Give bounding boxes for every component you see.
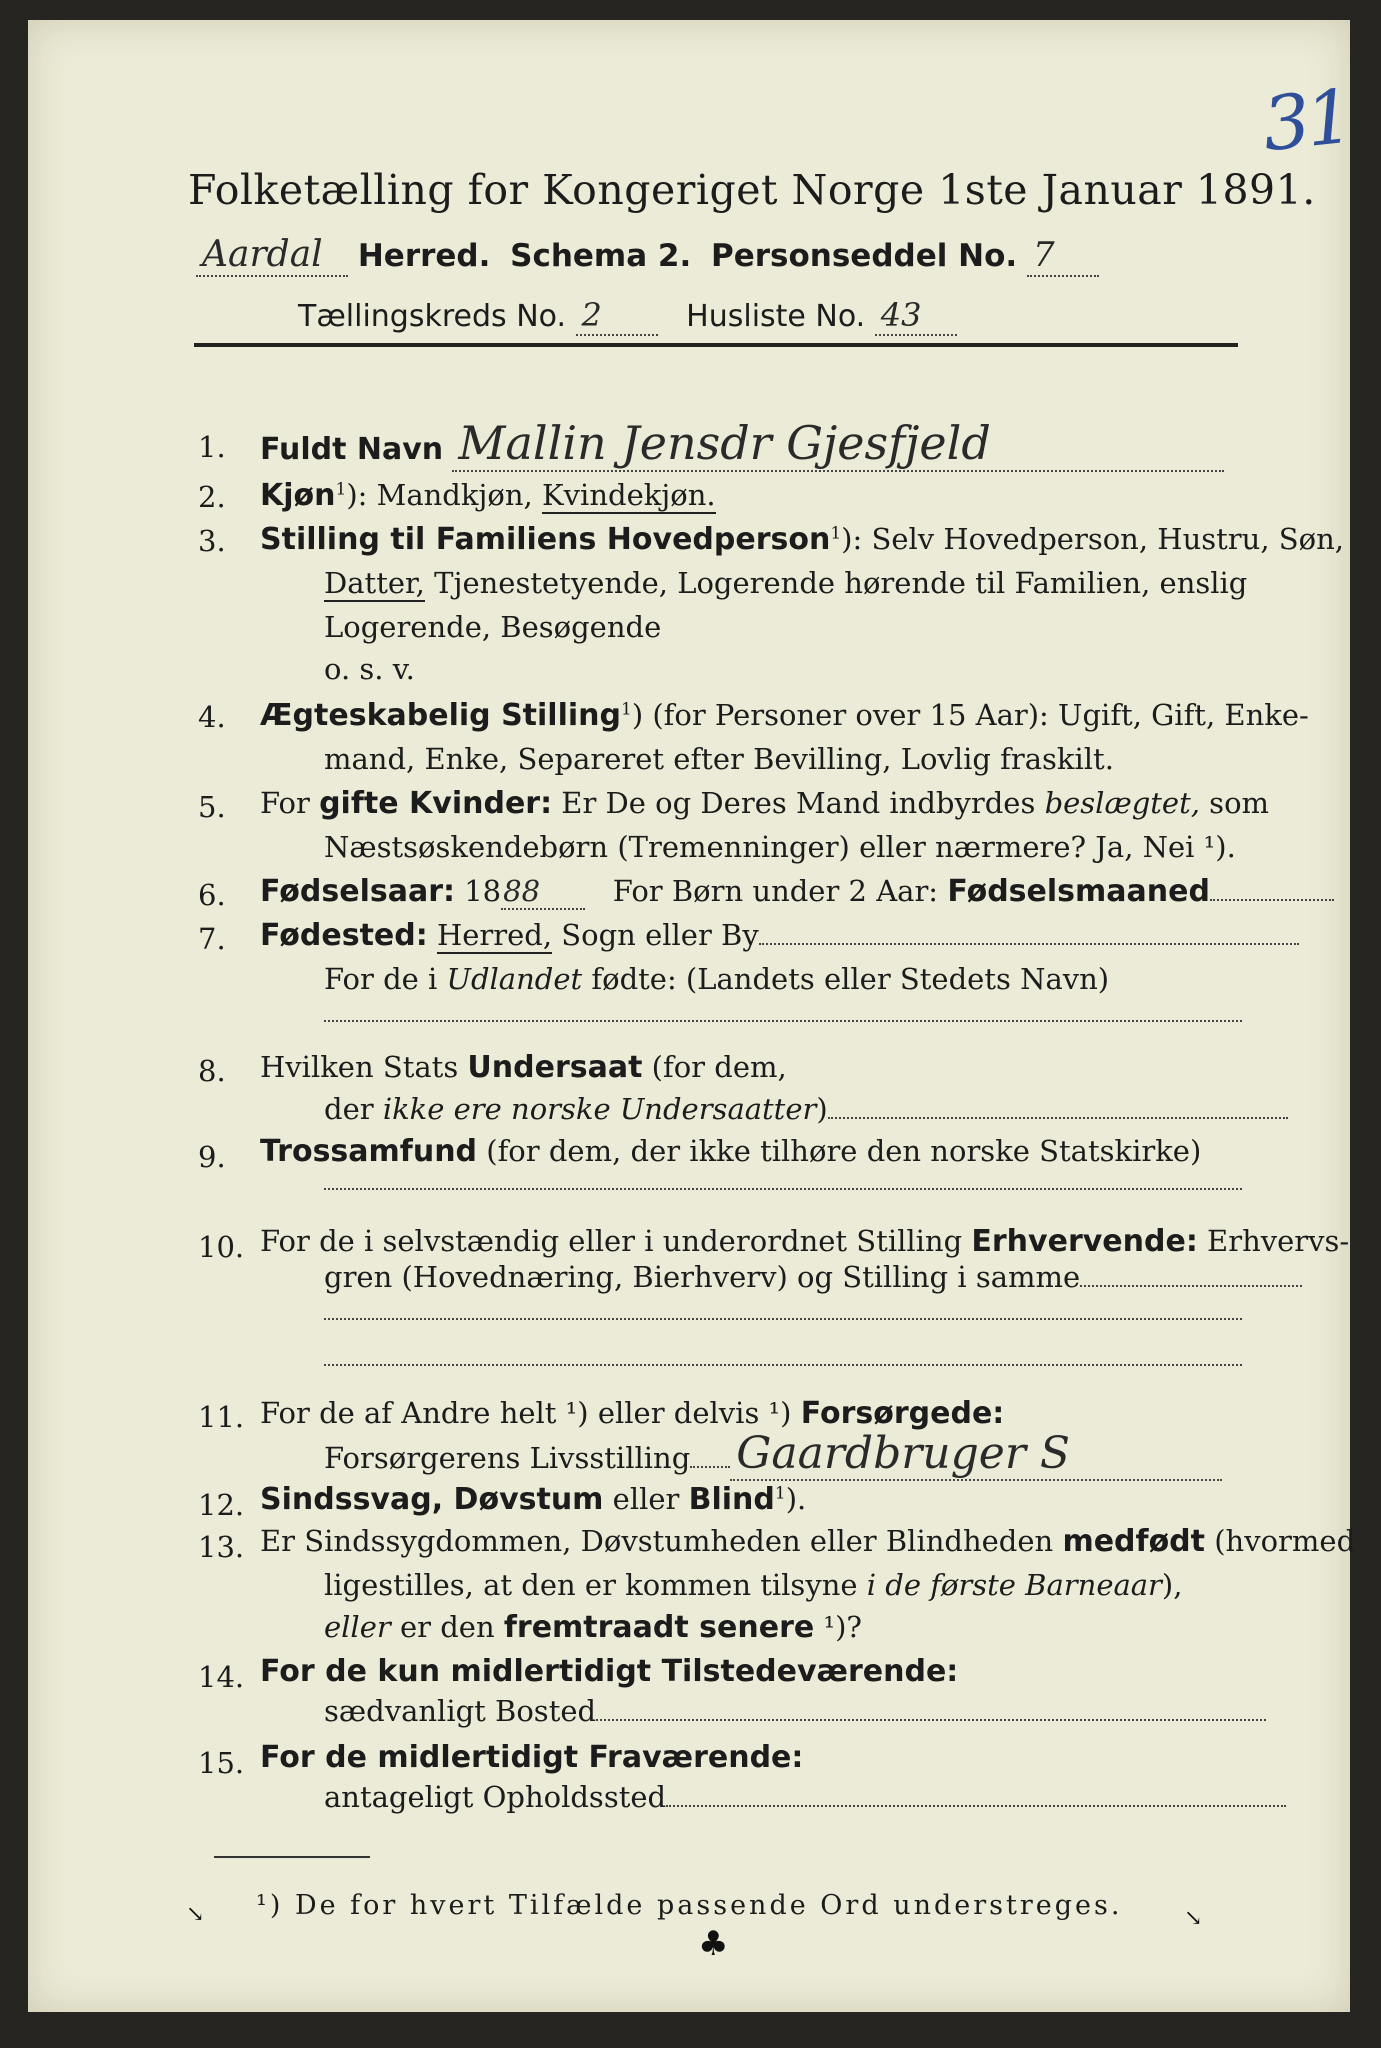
herred-label: Herred. — [357, 238, 491, 274]
ink-mark-right: ↘ — [1184, 1906, 1203, 1931]
header-rule — [194, 343, 1238, 347]
q10-text-b: Erhvervs- — [1197, 1224, 1350, 1258]
q11-label: Forsørgede: — [800, 1396, 1005, 1431]
q12-text: eller — [603, 1482, 689, 1516]
q2-underlined-option: Kvindekjøn. — [542, 478, 716, 512]
q3-footnote-mark: 1 — [830, 523, 842, 544]
schema-label: Schema 2. — [510, 238, 692, 274]
q4-label: Ægteskabelig Stilling — [260, 698, 621, 733]
q12-row — [260, 1482, 806, 1517]
q6-text: For Børn under 2 Aar: — [612, 874, 948, 908]
q7-row-2 — [324, 962, 1109, 996]
q10-row-2 — [324, 1260, 1302, 1294]
kreds-label: Tællingskreds No. — [298, 299, 566, 334]
q6-label-2: Fødselsmaaned — [947, 874, 1210, 909]
q11-row-2 — [324, 1428, 1222, 1481]
q7-blank-2 — [324, 1020, 1242, 1022]
header-line-2 — [298, 296, 957, 336]
herred-value: Aardal — [196, 234, 348, 277]
q10-blank-3 — [324, 1364, 1242, 1366]
q2-footnote-mark: 1 — [335, 479, 347, 500]
q13-text-2b: ), — [1161, 1568, 1183, 1602]
form-title: Folketælling for Kongeriget Norge 1ste Januar 1891. — [188, 166, 1316, 214]
q7-underlined-option: Herred, — [436, 918, 553, 952]
q10-blank-2 — [324, 1318, 1242, 1320]
q1-full-name-value: Mallin Jensdr Gjesfjeld — [452, 416, 1224, 472]
q13-text-2a: ligestilles, at den er kommen tilsyne — [324, 1568, 867, 1602]
q7-label: Fødested: — [260, 918, 428, 953]
q3-row-4: o. s. v. — [324, 652, 415, 686]
q3-label: Stilling til Familiens Hovedperson — [260, 522, 831, 557]
q4-row-2: mand, Enke, Separeret efter Bevilling, Lovlig fraskilt. — [324, 742, 1114, 776]
q10-number: 10. — [198, 1230, 245, 1264]
q5-row-1 — [260, 786, 1269, 821]
q12-end: ). — [785, 1482, 807, 1516]
q10-text-2: gren (Hovednæring, Bierhverv) og Stilling i samme — [324, 1260, 1081, 1294]
ink-mark-left: ↘ — [186, 1902, 205, 1927]
q9-blank — [324, 1188, 1242, 1190]
q9-number: 9. — [198, 1140, 226, 1174]
q14-number: 14. — [198, 1660, 245, 1694]
q11-leader — [690, 1466, 730, 1468]
q6-year-prefix: 18 — [464, 874, 502, 908]
q13-italic-2: eller — [324, 1610, 391, 1644]
q13-text-b: (hvormed — [1205, 1524, 1356, 1558]
q13-italic: i de første Barneaar — [866, 1568, 1162, 1602]
q12-footnote-mark: 1 — [774, 1483, 786, 1504]
q8-italic: ikke ere norske Undersaatter — [382, 1092, 817, 1126]
q13-row-1 — [260, 1524, 1355, 1559]
archive-page-number: 31 — [1258, 73, 1354, 169]
q7-text: Sogn eller By — [552, 918, 759, 952]
q6-row — [260, 874, 1334, 910]
q2-row — [260, 478, 716, 513]
q4-number: 4. — [198, 700, 226, 734]
q12-number: 12. — [198, 1488, 245, 1522]
q5-text-1-end: som — [1199, 786, 1270, 820]
q2-number: 2. — [198, 480, 226, 514]
q3-row-1 — [260, 522, 1344, 557]
header-line-1 — [196, 234, 1099, 277]
q10-text-a: For de i selvstændig eller i underordnet Stilling — [260, 1224, 972, 1258]
q7-text-2b: fødte: (Landets eller Stedets Navn) — [582, 962, 1110, 996]
q7-text-2a: For de i — [324, 962, 447, 996]
q7-number: 7. — [198, 922, 226, 956]
q5-label: gifte Kvinder: — [319, 786, 553, 821]
q6-label: Fødselsaar: — [260, 874, 455, 909]
q11-provider-occupation-value: Gaardbruger S — [730, 1428, 1222, 1481]
q8-text-2a: der — [324, 1092, 383, 1126]
q2-text: ): Mandkjøn, — [346, 478, 542, 512]
q15-number: 15. — [198, 1746, 245, 1780]
q6-birth-year-value: 88 — [501, 874, 585, 910]
q13-number: 13. — [198, 1530, 245, 1564]
q1-row — [260, 416, 1224, 472]
q8-blank — [828, 1117, 1288, 1119]
q3-underlined-option: Datter, — [324, 566, 425, 600]
q3-text-1: ): Selv Hovedperson, Hustru, Søn, — [841, 522, 1344, 556]
footnote: ¹) De for hvert Tilfælde passende Ord understreges. — [256, 1890, 1123, 1921]
q8-label: Undersaat — [467, 1050, 643, 1085]
q7-blank-1 — [759, 943, 1299, 945]
q14-row-1 — [260, 1654, 958, 1689]
q4-row-1 — [260, 698, 1309, 733]
q14-blank — [596, 1719, 1266, 1721]
q11-text-a: For de af Andre helt ¹) eller delvis ¹) — [260, 1396, 801, 1430]
q5-italic: beslægtet, — [1044, 786, 1200, 820]
q13-row-2 — [324, 1568, 1182, 1602]
q4-text-1: ) (for Personer over 15 Aar): Ugift, Gift, Enke- — [631, 698, 1309, 732]
q5-row-2: Næstsøskendebørn (Tremenninger) eller nærmere? Ja, Nei ¹). — [324, 830, 1236, 864]
q12-label: Sindssvag, Døvstum — [260, 1482, 604, 1517]
q6-blank — [1210, 899, 1334, 901]
q6-number: 6. — [198, 878, 226, 912]
q13-text-3a: er den — [390, 1610, 504, 1644]
q4-footnote-mark: 1 — [620, 699, 632, 720]
q5-number: 5. — [198, 790, 226, 824]
q5-prefix: For — [260, 786, 320, 820]
husliste-label: Husliste No. — [686, 299, 866, 334]
q11-number: 11. — [198, 1400, 245, 1434]
q15-row-1 — [260, 1740, 803, 1775]
q13-label: medfødt — [1062, 1524, 1205, 1559]
footnote-rule — [214, 1856, 370, 1858]
q14-row-2 — [324, 1694, 1266, 1728]
q13-text-a: Er Sindssygdommen, Døvstumheden eller Blindheden — [260, 1524, 1063, 1558]
q9-row — [260, 1134, 1201, 1169]
q3-row-2 — [324, 566, 1247, 600]
q13-label-2: fremtraadt senere — [503, 1610, 815, 1645]
q11-row-1 — [260, 1396, 1004, 1431]
q11-text-2: Forsørgerens Livsstilling — [324, 1441, 691, 1475]
q13-text-3b: ¹)? — [814, 1610, 862, 1644]
q8-row-1 — [260, 1050, 787, 1085]
q15-label: For de midlertidigt Fraværende: — [260, 1740, 804, 1775]
q9-text: (for dem, der ikke tilhøre den norske Statskirke) — [477, 1134, 1202, 1168]
q3-row-3: Logerende, Besøgende — [324, 610, 662, 644]
q10-row-1 — [260, 1224, 1349, 1259]
q9-label: Trossamfund — [260, 1134, 478, 1169]
q7-italic: Udlandet — [446, 962, 583, 996]
q7-row-1 — [260, 918, 1299, 953]
q1-number: 1. — [198, 430, 226, 464]
q13-row-3 — [324, 1610, 862, 1645]
q14-label: For de kun midlertidigt Tilstedeværende: — [260, 1654, 959, 1689]
q3-number: 3. — [198, 524, 226, 558]
kreds-value: 2 — [576, 296, 658, 336]
q12-label-2: Blind — [688, 1482, 775, 1517]
q15-row-2 — [324, 1780, 1286, 1814]
q1-label: Fuldt Navn — [260, 432, 444, 467]
q8-text-b: (for dem, — [642, 1050, 787, 1084]
q8-row-2 — [324, 1092, 1288, 1126]
q8-text-2b: ) — [816, 1092, 828, 1126]
q8-number: 8. — [198, 1054, 226, 1088]
ink-blot: ♣ — [698, 1924, 729, 1964]
q2-label: Kjøn — [260, 478, 336, 513]
q14-text-2: sædvanligt Bosted — [324, 1694, 597, 1728]
q15-text-2: antageligt Opholdssted — [324, 1780, 667, 1814]
personseddel-value: 7 — [1027, 235, 1099, 277]
personseddel-label: Personseddel No. — [711, 238, 1018, 274]
q8-text-a: Hvilken Stats — [260, 1050, 468, 1084]
husliste-value: 43 — [875, 296, 957, 336]
q10-label: Erhvervende: — [971, 1224, 1198, 1259]
q15-blank — [666, 1805, 1286, 1807]
q5-text-1: Er De og Deres Mand indbyrdes — [552, 786, 1045, 820]
q3-text-2: Tjenestetyende, Logerende hørende til Familien, enslig — [424, 566, 1248, 600]
census-form-sheet — [28, 20, 1356, 2012]
q10-blank-1 — [1080, 1285, 1302, 1287]
